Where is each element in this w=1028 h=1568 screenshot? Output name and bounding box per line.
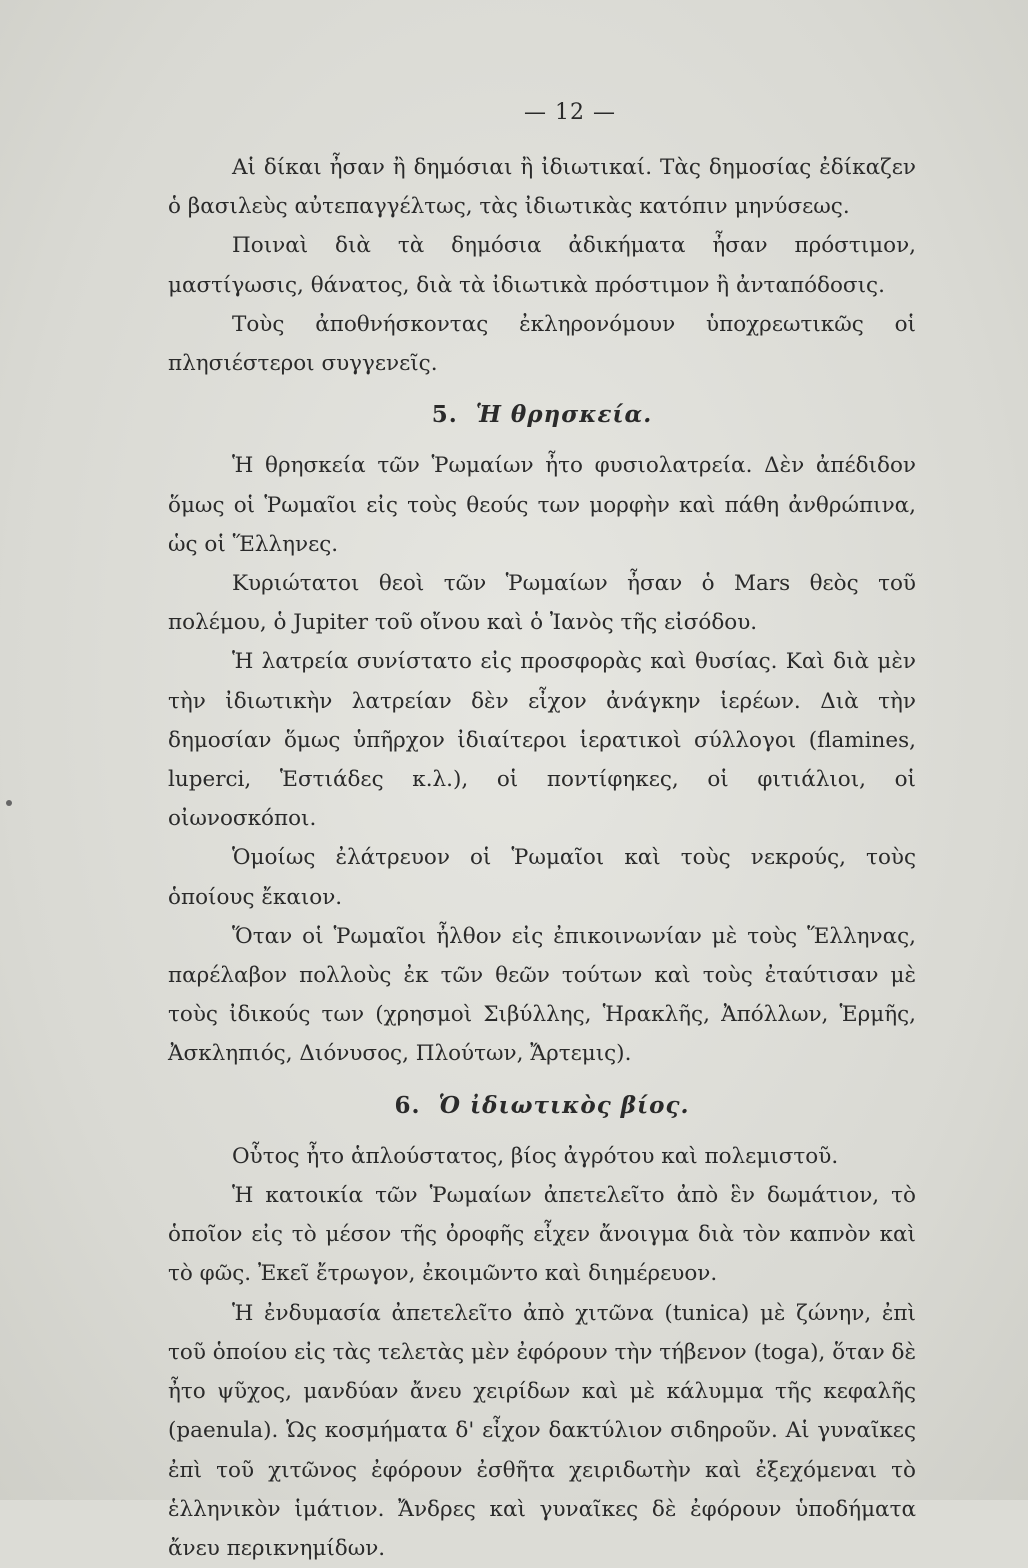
- page-number: — 12 —: [524, 100, 616, 125]
- paragraph: Ἡ λατρεία συνίστατο εἰς προσφορὰς καὶ θυσίας. Καὶ διὰ μὲν τὴν ἰδιωτικὴν λατρείαν δὲν εἶχον ἀνάγκην ἱερέων. Διὰ τὴν δημοσίαν ὅμως ὑπῆρχον ἰδιαίτεροι ἱερατικοὶ σύλλογοι (flamines, luperci, Ἑστιάδες κ.λ.), οἱ ποντίφηκες, οἱ φιτιάλιοι, οἱ οἰωνοσκόποι.: [168, 649, 916, 832]
- section-number: 6.: [394, 1091, 421, 1119]
- section-number: 5.: [431, 401, 458, 429]
- paragraph: Ἡ θρησκεία τῶν Ῥωμαίων ἦτο φυσιολατρεία. Δὲν ἀπέδιδον ὅμως οἱ Ῥωμαῖοι εἰς τοὺς θεούς των μορφὴν καὶ πάθη ἀνθρώπινα, ὡς οἱ Ἕλληνες.: [168, 453, 916, 557]
- paper-speck: [6, 800, 12, 806]
- paragraph: Ποιναὶ διὰ τὰ δημόσια ἀδικήματα ἦσαν πρόστιμον, μαστίγωσις, θάνατος, διὰ τὰ ἰδιωτικὰ πρόστιμον ἢ ἀνταπόδοσις.: [168, 233, 916, 298]
- section-heading-religion: [168, 395, 916, 434]
- paragraph: Ἡ κατοικία τῶν Ῥωμαίων ἀπετελεῖτο ἀπὸ ἓν δωμάτιον, τὸ ὁποῖον εἰς τὸ μέσον τῆς ὀροφῆς εἶχεν ἄνοιγμα διὰ τὸν καπνὸν καὶ τὸ φῶς. Ἐκεῖ ἔτρωγον, ἐκοιμῶντο καὶ διημέρευον.: [168, 1183, 916, 1287]
- section-heading-private-life: [168, 1086, 916, 1125]
- paragraph: Ἡ ἐνδυμασία ἀπετελεῖτο ἀπὸ χιτῶνα (tunica) μὲ ζώνην, ἐπὶ τοῦ ὁποίου εἰς τὰς τελετὰς μὲν ἐφόρουν τὴν τήβενον (toga), ὅταν δὲ ἦτο ψῦχος, μανδύαν ἄνευ χειρίδων καὶ μὲ κάλυμμα τῆς κεφαλῆς (paenula). Ὡς κοσμήματα δ' εἶχον δακτύλιον σιδηροῦν. Αἱ γυναῖκες ἐπὶ τοῦ χιτῶνος ἐφόρουν ἐσθῆτα χειριδωτὴν καὶ ἐξεχόμεναι τὸ ἑλληνικὸν ἱμάτιον. Ἄνδρες καὶ γυναῖκες δὲ ἐφόρουν ὑποδήματα ἄνευ περικνημίδων.: [168, 1300, 916, 1561]
- section-title: Ἡ θρησκεία.: [475, 401, 653, 429]
- section-title: Ὁ ἰδιωτικὸς βίος.: [438, 1091, 690, 1119]
- paragraph: Τοὺς ἀποθνήσκοντας ἐκληρονόμουν ὑποχρεωτικῶς οἱ πλησιέστεροι συγγενεῖς.: [168, 311, 916, 377]
- body-text: [168, 148, 916, 1568]
- paragraph: Οὗτος ἦτο ἁπλούστατος, βίος ἀγρότου καὶ πολεμιστοῦ.: [232, 1143, 839, 1169]
- paragraph: Ὅταν οἱ Ῥωμαῖοι ἦλθον εἰς ἐπικοινωνίαν μὲ τοὺς Ἕλληνας, παρέλαβον πολλοὺς ἐκ τῶν θεῶν τούτων καὶ τοὺς ἐταύτισαν μὲ τοὺς ἰδικούς των (χρησμοὶ Σιβύλλης, Ἡρακλῆς, Ἀπόλλων, Ἑρμῆς, Ἀσκληπιός, Διόνυσος, Πλούτων, Ἄρτεμις).: [168, 923, 916, 1067]
- paragraph: Κυριώτατοι θεοὶ τῶν Ῥωμαίων ἦσαν ὁ Mars θεὸς τοῦ πολέμου, ὁ Jupiter τοῦ οἴνου καὶ ὁ Ἰανὸς τῆς εἰσόδου.: [168, 571, 916, 636]
- paragraph: Αἱ δίκαι ἦσαν ἢ δημόσιαι ἢ ἰδιωτικαί. Τὰς δημοσίας ἐδίκαζεν ὁ βασιλεὺς αὐτεπαγγέλτως, τὰς ἰδιωτικὰς κατόπιν μηνύσεως.: [168, 155, 916, 220]
- paragraph: Ὁμοίως ἐλάτρευον οἱ Ῥωμαῖοι καὶ τοὺς νεκρούς, τοὺς ὁποίους ἔκαιον.: [168, 845, 916, 910]
